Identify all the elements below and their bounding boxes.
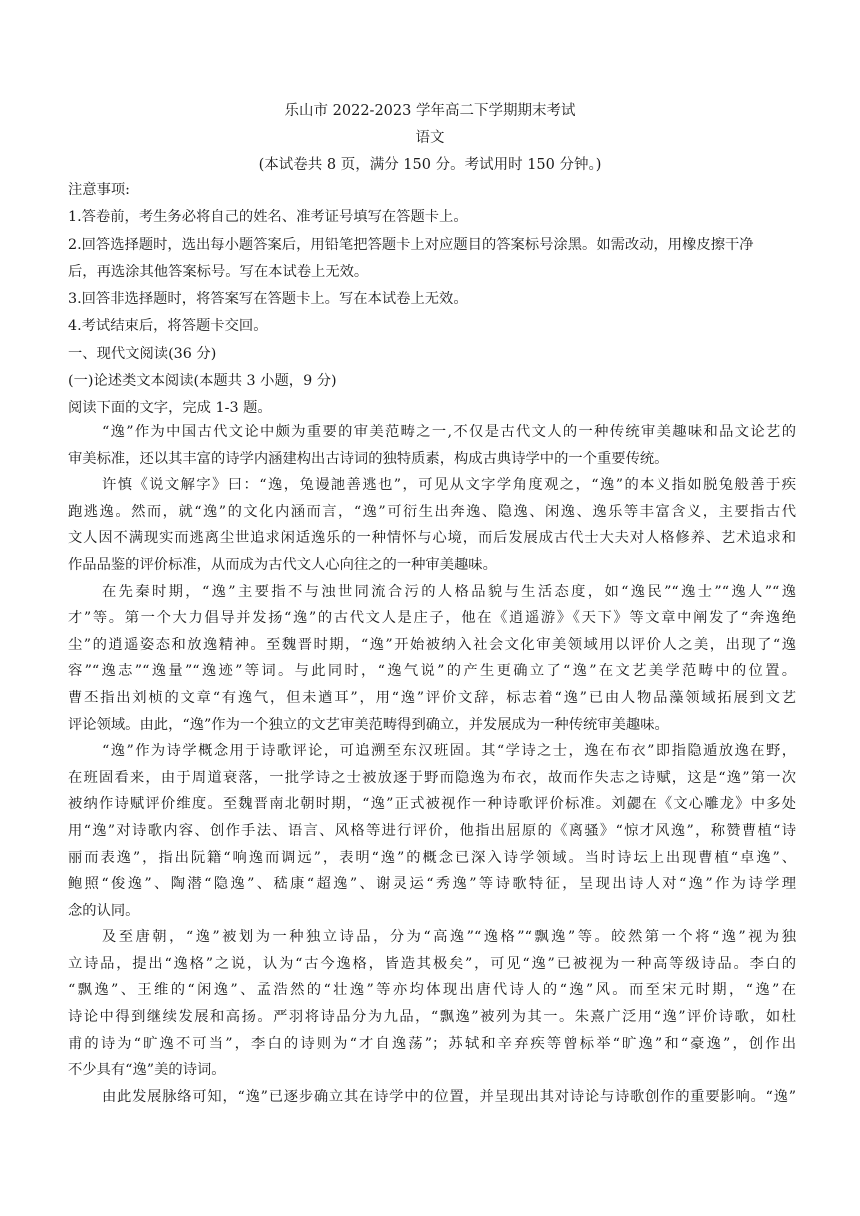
exam-info: (本试卷共 8 页，满分 150 分。考试用时 150 分钟。)	[258, 157, 602, 173]
paragraph-line: 尘”的逍遥姿态和放逸精神。至魏晋时期，“逸”开始被纳入社会文化审美领域用以评价人之美，出现了“逸	[68, 636, 796, 653]
paragraph-line: 才”等。第一个大力倡导并发扬“逸”的古代文人是庄子，他在《逍遥游》《天下》等文章中阐发了“奔逸绝	[68, 610, 796, 627]
paragraph-4	[68, 738, 796, 924]
paragraph-line: 曹丕指出刘桢的文章“有逸气，但未遒耳”，用“逸”评价文辞，标志着“逸”已由人物品藻领域拓展到文艺	[68, 689, 796, 706]
subsection-heading: (一)论述类文本阅读(本题共 3 小题，9 分)	[68, 373, 337, 390]
reading-instruction: 阅读下面的文字，完成 1-3 题。	[68, 400, 272, 417]
paragraph-line: 作品品鉴的评价标准，从而成为古代文人心向往之的一种审美趣味。	[68, 556, 497, 573]
paragraph-line: 诗论中得到继续发展和高扬。严羽将诗品分为九品，“飘逸”被列为其一。朱熹广泛用“逸”评价诗歌，如杜	[68, 1009, 796, 1026]
note-item-2-line-1: 2.回答选择题时，选出每小题答案后，用铅笔把答题卡上对应题目的答案标号涂黑。如需改动，用橡皮擦干净	[68, 236, 754, 253]
note-item-2-line-2: 后，再选涂其他答案标号。写在本试卷上无效。	[68, 263, 369, 280]
paragraph-1	[68, 419, 796, 472]
note-item-4: 4.考试结束后，将答题卡交回。	[68, 318, 268, 335]
paragraph-line: 丽而表逸”，指出阮籍“响逸而调远”，表明“逸”的概念已深入诗学领域。当时诗坛上出现曹植“卓逸”、	[68, 849, 796, 866]
paragraph-line: 由此发展脉络可知，“逸”已逐步确立其在诗学中的位置，并呈现出其对诗论与诗歌创作的重要影响。“逸”	[102, 1088, 796, 1105]
paragraph-line: 审美标准，还以其丰富的诗学内涵建构出古诗词的独特质素，构成古典诗学中的一个重要传统。	[68, 450, 669, 467]
paragraph-line: 立诗品，提出“逸格”之说，认为“古今逸格，皆造其极矣”，可见“逸”已被视为一种高等级诗品。李白的	[68, 955, 796, 972]
notes-heading: 注意事项:	[68, 182, 131, 198]
paragraph-line: 评论领域。由此，“逸”作为一个独立的文艺审美范畴得到确立，并发展成为一种传统审美趣味。	[68, 716, 669, 733]
paragraph-line: 在班固看来，由于周道衰落，一批学诗之士被放逐于野而隐逸为布衣，故而作失志之诗赋，这是“逸”第一次	[68, 769, 796, 786]
exam-notes	[68, 177, 796, 423]
paragraph-2	[68, 472, 796, 578]
paragraph-line: 及至唐朝，“逸”被划为一种独立诗品，分为“高逸”“逸格”“飘逸”等。皎然第一个将“逸”视为独	[102, 929, 796, 946]
paragraph-line: “飘逸”、王维的“闲逸”、孟浩然的“壮逸”等亦均体现出唐代诗人的“逸”风。而至宋元时期，“逸”在	[68, 982, 796, 999]
section-heading: 一、现代文阅读(36 分)	[68, 345, 217, 362]
paragraph-6	[68, 1084, 796, 1111]
paragraph-line: 被纳作诗赋评价维度。至魏晋南北朝时期，“逸”正式被视作一种诗歌评价标准。刘勰在《文心雕龙》中多处	[68, 796, 796, 813]
paragraph-line: “逸”作为中国古代文论中颇为重要的审美范畴之一,不仅是古代文人的一种传统审美趣味和品文论艺的	[102, 424, 796, 440]
paragraph-line: 文人因不满现实而逃离尘世追求闲适逸乐的一种情怀与心境，而后发展成古代士大夫对人格修养、艺术追求和	[68, 530, 796, 547]
paragraph-line: 念的认同。	[68, 902, 140, 919]
paragraph-3	[68, 579, 796, 739]
exam-title: 乐山市 2022-2023 学年高二下学期期末考试	[284, 103, 576, 119]
paragraph-line: 容”“逸志”“逸量”“逸迹”等词。与此同时，“逸气说”的产生更确立了“逸”在文艺美学范畴中的位置。	[68, 663, 796, 680]
paragraph-line: 用“逸”对诗歌内容、创作手法、语言、风格等进行评价，他指出屈原的《离骚》“惊才风逸”，称赞曹植“诗	[68, 822, 796, 839]
exam-subject: 语文	[415, 130, 445, 146]
paragraph-line: 鲍照“俊逸”、陶潜“隐逸”、嵇康“超逸”、谢灵运“秀逸”等诗歌特征，呈现出诗人对“逸”作为诗学理	[68, 876, 796, 893]
reading-passage	[68, 419, 796, 1110]
paragraph-5	[68, 924, 796, 1084]
paragraph-line: 跑逃逸。然而，就“逸”的文化内涵而言，“逸”可衍生出奔逸、隐逸、闲逸、逸乐等丰富含义，主要指古代	[68, 503, 796, 520]
paragraph-line: 许慎《说文解字》曰：“逸，兔谩訑善逃也”，可见从文字学角度观之，“逸”的本义指如脱兔般善于疾	[102, 477, 796, 494]
note-item-3: 3.回答非选择题时，将答案写在答题卡上。写在本试卷上无效。	[68, 291, 468, 308]
paragraph-line: 在先秦时期，“逸”主要指不与浊世同流合污的人格品貌与生活态度，如“逸民”“逸士”“逸人”“逸	[102, 583, 796, 600]
paragraph-line: “逸”作为诗学概念用于诗歌评论，可追溯至东汉班固。其“学诗之士，逸在布衣”即指隐遁放逸在野，	[102, 743, 796, 760]
paragraph-line: 甫的诗为“旷逸不可当”，李白的诗则为“才自逸荡”；苏轼和辛弃疾等曾标举“旷逸”和“豪逸”，创作出	[68, 1035, 796, 1052]
paragraph-line: 不少具有“逸”美的诗词。	[68, 1062, 226, 1079]
note-item-1: 1.答卷前，考生务必将自己的姓名、准考证号填写在答题卡上。	[68, 209, 468, 226]
